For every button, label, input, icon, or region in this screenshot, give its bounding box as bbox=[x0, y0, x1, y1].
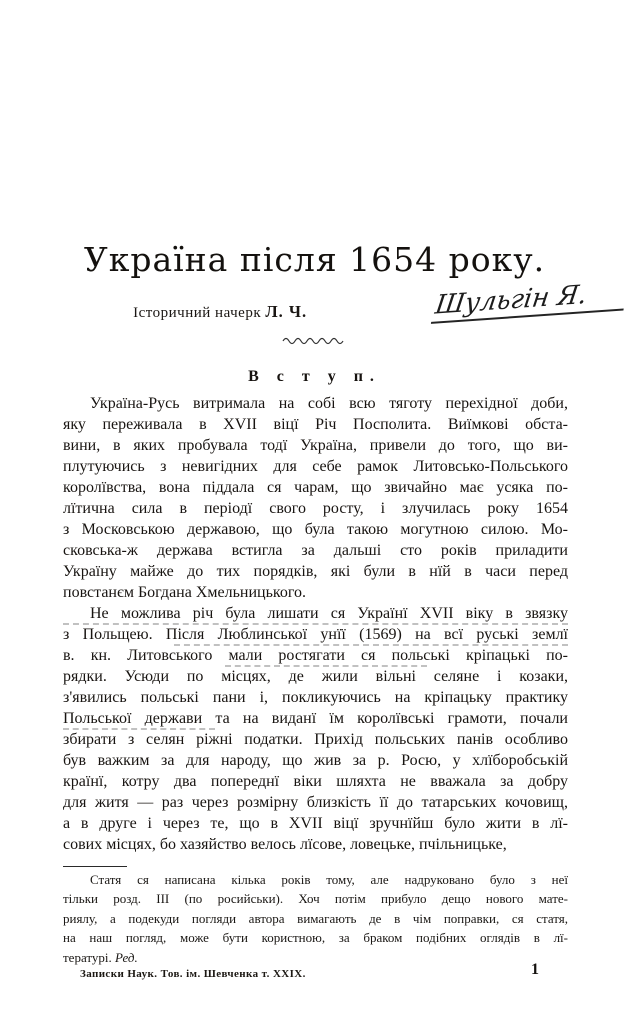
text-line bbox=[63, 395, 568, 416]
text-line-content: лїтична сила в періодї свого росту, і злучилась року 1654 bbox=[63, 500, 568, 517]
text-line-content: яку переживала в XVII віцї Річ Посполита. Виїмкові обста- bbox=[63, 416, 568, 433]
text-line bbox=[63, 500, 568, 521]
text-line bbox=[63, 626, 568, 647]
text-line bbox=[63, 584, 568, 605]
text-line bbox=[63, 773, 568, 794]
series-imprint: Записки Наук. Тов. ім. Шевченка т. XXIX. bbox=[80, 968, 306, 980]
text-line-content: Україну майже до тих порядків, які були в нїй в часи перед bbox=[63, 563, 568, 580]
text-line bbox=[63, 458, 568, 479]
text-line-content: Польської держави та на виданї їм королївські грамоти, почали bbox=[63, 710, 568, 727]
text-line-content: вини, в яких пробувала тодї Україна, привели до того, що ви- bbox=[63, 437, 568, 454]
text-line-content: рядки. Усюди по місцях, де жили вільні селяне і козаки, bbox=[63, 668, 568, 685]
text-line bbox=[63, 710, 568, 731]
text-line bbox=[63, 479, 568, 500]
text-line-content: країнї, котру два попереднї віки шляхта не вважала за добру bbox=[63, 773, 568, 790]
text-line-content: Статя ся написана кілька років тому, але надруковано було з неї bbox=[90, 872, 568, 887]
text-line-content: Не можлива річ була лишати ся Українї XVII віку в звязку bbox=[90, 605, 568, 622]
text-line-content: був важким за для народу, що жив за р. Росю, у хлїборобській bbox=[63, 752, 568, 769]
editor-signature: Ред. bbox=[115, 949, 138, 965]
text-line bbox=[63, 731, 568, 752]
text-line-content: королївства, вона піддала ся чарам, що звичайно має усяка по- bbox=[63, 479, 568, 496]
ornament-squiggle bbox=[282, 332, 346, 350]
text-line bbox=[63, 542, 568, 563]
text-line bbox=[63, 437, 568, 458]
pencil-underline bbox=[63, 728, 215, 730]
text-line-content: з'явились польські пани і, покликуючись на кріпацьку практику bbox=[63, 689, 568, 706]
text-line bbox=[63, 794, 568, 815]
text-line bbox=[63, 521, 568, 542]
pencil-underline bbox=[174, 644, 568, 646]
text-line bbox=[63, 815, 568, 836]
text-line bbox=[63, 605, 568, 626]
text-line-content: а в друге і через те, що в XVII віцї зручнїйш було жити в лї- bbox=[63, 815, 568, 832]
article-title: Україна після 1654 року. bbox=[83, 240, 546, 279]
text-line-content: сових місцях, бо хазяйство велось лїсове, ловецьке, пчільницьке, bbox=[63, 836, 507, 853]
text-line-content: Україна-Русь витримала на собі всю тяготу перехідної доби, bbox=[90, 395, 568, 412]
text-line-content: тільки розд. III (по росийськи). Хоч потім прибуло дещо нового мате- bbox=[63, 891, 568, 907]
text-line-content: з Московською державою, що була такою могутною силою. Мо- bbox=[63, 521, 568, 538]
footnote-separator-rule bbox=[63, 866, 127, 867]
text-line-content: плутуючись з невигідних для себе рамок Литовсько-Польського bbox=[63, 458, 568, 475]
text-line bbox=[63, 911, 568, 930]
pencil-underline bbox=[225, 665, 427, 667]
page-number: 1 bbox=[531, 961, 539, 978]
text-line bbox=[63, 891, 568, 910]
text-line-content: на наш погляд, може бути користною, за браком подібних оглядів в лї- bbox=[63, 930, 568, 946]
text-line bbox=[63, 689, 568, 710]
text-line bbox=[63, 563, 568, 584]
article-subtitle bbox=[0, 302, 440, 322]
handwritten-annotation: Шульгін Я. bbox=[431, 277, 628, 324]
footnote bbox=[63, 872, 568, 969]
text-line bbox=[63, 930, 568, 949]
text-line bbox=[63, 836, 568, 857]
text-line-content: сковська-ж держава встигла за дальші сто років приладити bbox=[63, 542, 568, 559]
text-line-content: повстанєм Богдана Хмельницького. bbox=[63, 584, 306, 601]
body-text bbox=[63, 395, 568, 857]
author-initials: Л. Ч. bbox=[265, 302, 308, 321]
text-line bbox=[63, 872, 568, 891]
pencil-underline bbox=[63, 623, 568, 625]
subtitle-text: Історичний начерк bbox=[133, 305, 262, 321]
text-line bbox=[63, 416, 568, 437]
text-line-content: риялу, а подекуди погляди автора вимагають де в чім поправки, ся статя, bbox=[63, 910, 568, 926]
text-line bbox=[63, 647, 568, 668]
text-line-content: тературі. bbox=[63, 949, 116, 965]
text-line bbox=[63, 668, 568, 689]
text-line-content: збирати з селян ріжні податки. Прихід польських панів особливо bbox=[63, 731, 568, 748]
text-line-content: з Польщею. Після Люблинської унїї (1569) на всї руські землї bbox=[63, 626, 568, 643]
text-line bbox=[63, 752, 568, 773]
text-line bbox=[63, 950, 568, 969]
section-heading: В с т у п. bbox=[248, 368, 381, 385]
text-line-content: для житя — раз через розмірну близкість її до татарських кочовищ, bbox=[63, 794, 568, 811]
text-line-content: в. кн. Литовського мали ростягати ся польські кріпацькі по- bbox=[63, 647, 568, 664]
